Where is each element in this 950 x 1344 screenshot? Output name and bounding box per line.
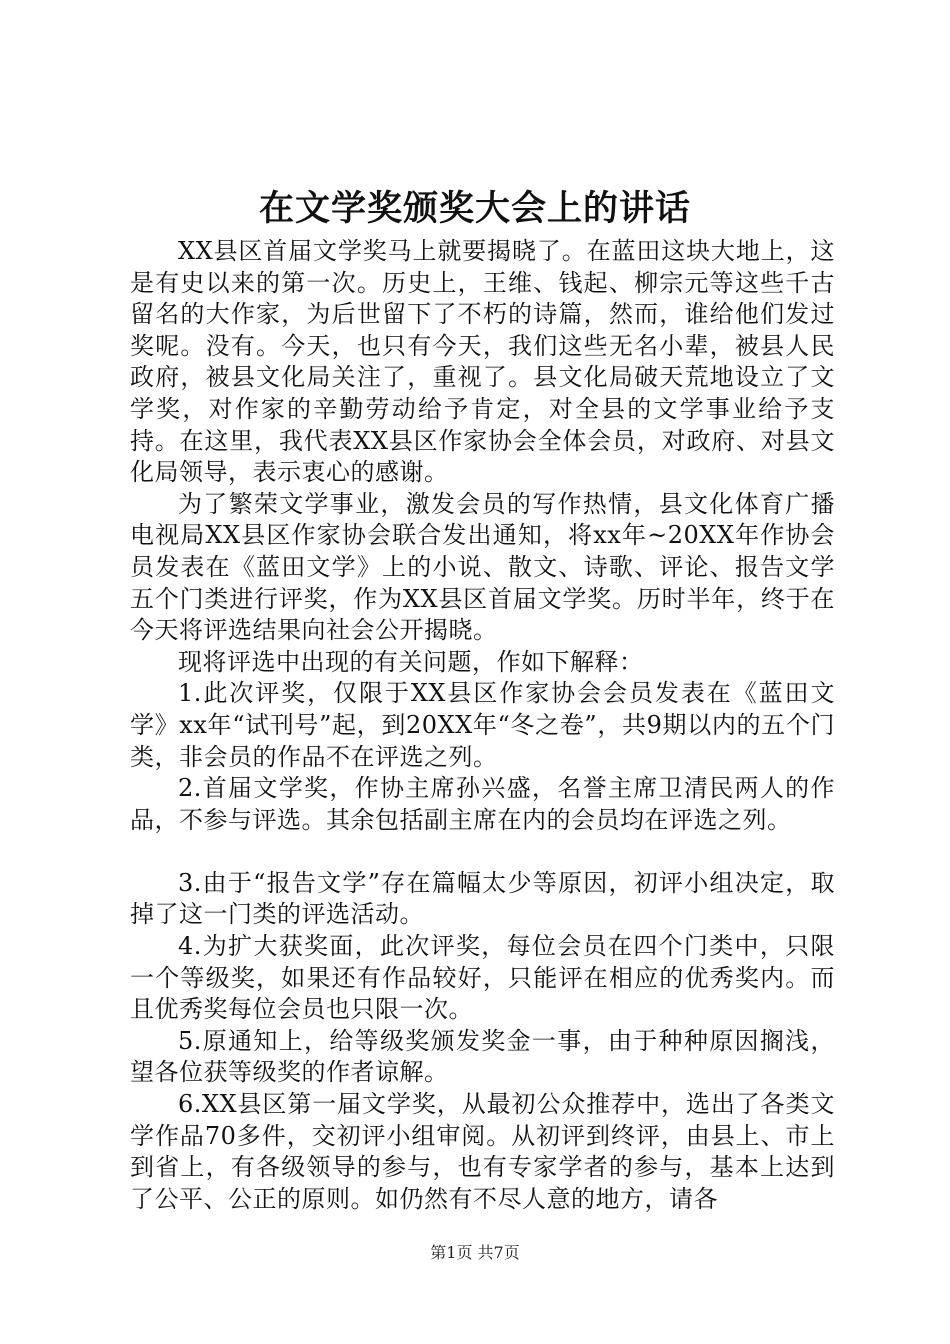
document-body bbox=[130, 236, 835, 1215]
paragraph-item-2: 2.首届文学奖，作协主席孙兴盛，名誉主席卫清民两人的作品，不参与评选。其余包括副主席在内的会员均在评选之列。 bbox=[130, 774, 835, 834]
paragraph-explanation-lead: 现将评选中出现的有关问题，作如下解释： bbox=[178, 647, 644, 676]
paragraph-item-1: 1.此次评奖，仅限于XX县区作家协会会员发表在《蓝田文学》xx年“试刊号”起，到20XX年“冬之卷”，共9期以内的五个门类，非会员的作品不在评选之列。 bbox=[130, 679, 835, 771]
paragraph-item-3: 3.由于“报告文学”存在篇幅太少等原因，初评小组决定，取掉了这一门类的评选活动。 bbox=[130, 868, 835, 929]
paragraph-background: 为了繁荣文学事业，激发会员的写作热情，县文化体育广播电视局XX县区作家协会联合发出通知，将xx年~20XX年作协会员发表在《蓝田文学》上的小说、散文、诗歌、评论、报告文学五个门类进行评奖，作为XX县区首届文学奖。历时半年，终于在今天将评选结果向社会公开揭晓。 bbox=[130, 489, 835, 645]
paragraph-item-4: 4.为扩大获奖面，此次评奖，每位会员在四个门类中，只限一个等级奖，如果还有作品较好，只能评在相应的优秀奖内。而且优秀奖每位会员也只限一次。 bbox=[130, 932, 835, 1024]
paragraph-intro: XX县区首届文学奖马上就要揭晓了。在蓝田这块大地上，这是有史以来的第一次。历史上，王维、钱起、柳宗元等这些千古留名的大作家，为后世留下了不朽的诗篇，然而，谁给他们发过奖呢。没有。今天，也只有今天，我们这些无名小辈，被县人民政府，被县文化局关注了，重视了。县文化局破天荒地设立了文学奖，对作家的辛勤劳动给予肯定，对全县的文学事业给予支持。在这里，我代表XX县区作家协会全体会员，对政府、对县文化局领导，表示衷心的感谢。 bbox=[130, 237, 835, 487]
paragraph-item-6: 6.XX县区第一届文学奖，从最初公众推荐中，选出了各类文学作品70多件，交初评小组审阅。从初评到终评，由县上、市上到省上，有各级领导的参与，也有专家学者的参与，基本上达到了公平、公正的原则。如仍然有不尽人意的地方，请各 bbox=[130, 1090, 835, 1213]
page-number-footer: 第1页 共7页 bbox=[430, 1243, 520, 1262]
document-title: 在文学奖颁奖大会上的讲话 bbox=[258, 188, 691, 229]
paragraph-item-5: 5.原通知上，给等级奖颁发奖金一事，由于种种原因搁浅，望各位获等级奖的作者谅解。 bbox=[130, 1026, 835, 1087]
